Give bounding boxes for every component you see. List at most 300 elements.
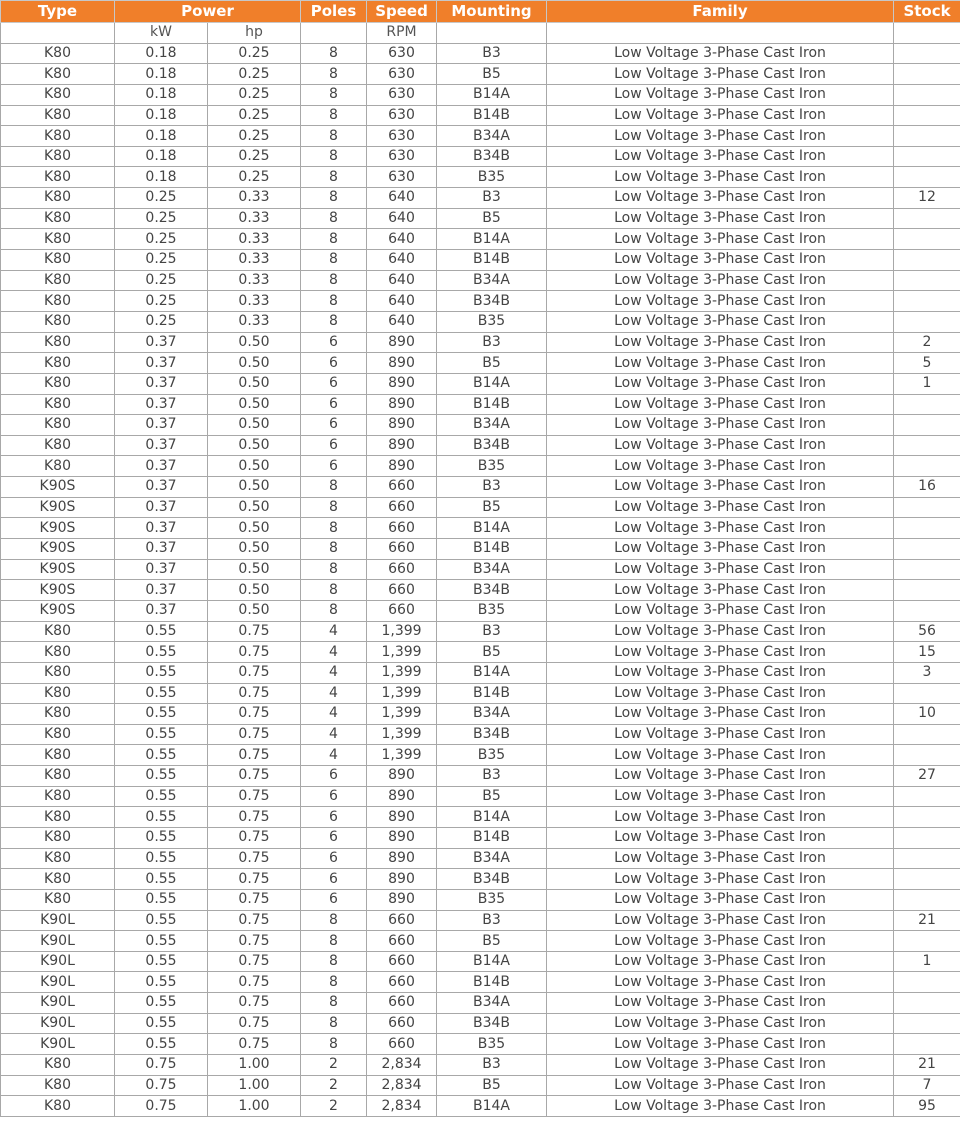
- cell-mounting: B34A: [437, 559, 547, 580]
- cell-speed: 660: [367, 910, 437, 931]
- cell-family: Low Voltage 3-Phase Cast Iron: [547, 889, 894, 910]
- cell-stock: 21: [894, 1055, 960, 1076]
- table-row: [1, 518, 960, 539]
- cell-power-hp: 0.33: [208, 208, 301, 229]
- cell-speed: 2,834: [367, 1055, 437, 1076]
- cell-family: Low Voltage 3-Phase Cast Iron: [547, 250, 894, 271]
- cell-poles: 8: [301, 497, 367, 518]
- cell-speed: 660: [367, 972, 437, 993]
- cell-speed: 1,399: [367, 724, 437, 745]
- cell-mounting: B5: [437, 208, 547, 229]
- cell-speed: 1,399: [367, 683, 437, 704]
- cell-power-hp: 1.00: [208, 1096, 301, 1117]
- cell-mounting: B34A: [437, 270, 547, 291]
- cell-mounting: B35: [437, 1034, 547, 1055]
- unit-cell: [437, 23, 547, 44]
- cell-power-kw: 0.55: [115, 869, 208, 890]
- cell-type: K90L: [1, 931, 115, 952]
- cell-speed: 630: [367, 43, 437, 64]
- table-row: [1, 621, 960, 642]
- table-row: [1, 415, 960, 436]
- cell-poles: 8: [301, 600, 367, 621]
- cell-poles: 8: [301, 64, 367, 85]
- cell-type: K90S: [1, 580, 115, 601]
- cell-power-kw: 0.37: [115, 415, 208, 436]
- cell-speed: 1,399: [367, 704, 437, 725]
- cell-family: Low Voltage 3-Phase Cast Iron: [547, 291, 894, 312]
- cell-power-hp: 0.50: [208, 477, 301, 498]
- cell-stock: 12: [894, 188, 960, 209]
- cell-family: Low Voltage 3-Phase Cast Iron: [547, 724, 894, 745]
- cell-stock: [894, 724, 960, 745]
- cell-power-kw: 0.55: [115, 621, 208, 642]
- cell-mounting: B3: [437, 766, 547, 787]
- cell-power-hp: 0.75: [208, 869, 301, 890]
- cell-poles: 4: [301, 662, 367, 683]
- cell-poles: 4: [301, 724, 367, 745]
- cell-mounting: B14B: [437, 683, 547, 704]
- cell-poles: 6: [301, 786, 367, 807]
- cell-type: K80: [1, 766, 115, 787]
- cell-power-hp: 0.50: [208, 435, 301, 456]
- cell-stock: 2: [894, 332, 960, 353]
- cell-speed: 890: [367, 456, 437, 477]
- cell-type: K90S: [1, 539, 115, 560]
- cell-type: K80: [1, 662, 115, 683]
- cell-power-hp: 0.75: [208, 745, 301, 766]
- cell-power-kw: 0.55: [115, 827, 208, 848]
- table-row: [1, 580, 960, 601]
- cell-mounting: B3: [437, 477, 547, 498]
- cell-speed: 890: [367, 353, 437, 374]
- table-row: [1, 931, 960, 952]
- cell-mounting: B35: [437, 456, 547, 477]
- cell-stock: 16: [894, 477, 960, 498]
- cell-mounting: B14B: [437, 105, 547, 126]
- cell-family: Low Voltage 3-Phase Cast Iron: [547, 993, 894, 1014]
- cell-power-kw: 0.25: [115, 291, 208, 312]
- cell-speed: 1,399: [367, 642, 437, 663]
- cell-stock: [894, 84, 960, 105]
- cell-poles: 6: [301, 435, 367, 456]
- cell-stock: [894, 869, 960, 890]
- cell-family: Low Voltage 3-Phase Cast Iron: [547, 311, 894, 332]
- table-row: [1, 972, 960, 993]
- cell-power-kw: 0.75: [115, 1096, 208, 1117]
- cell-power-kw: 0.37: [115, 580, 208, 601]
- cell-speed: 890: [367, 889, 437, 910]
- cell-power-kw: 0.55: [115, 931, 208, 952]
- cell-type: K80: [1, 807, 115, 828]
- cell-power-hp: 0.75: [208, 766, 301, 787]
- cell-mounting: B34B: [437, 291, 547, 312]
- cell-poles: 6: [301, 332, 367, 353]
- cell-stock: [894, 972, 960, 993]
- cell-type: K80: [1, 869, 115, 890]
- cell-poles: 6: [301, 848, 367, 869]
- table-row: [1, 291, 960, 312]
- cell-mounting: B14A: [437, 1096, 547, 1117]
- cell-power-kw: 0.37: [115, 435, 208, 456]
- cell-power-hp: 0.25: [208, 146, 301, 167]
- cell-family: Low Voltage 3-Phase Cast Iron: [547, 373, 894, 394]
- cell-power-hp: 0.75: [208, 807, 301, 828]
- cell-type: K90S: [1, 559, 115, 580]
- cell-power-kw: 0.55: [115, 1013, 208, 1034]
- cell-speed: 660: [367, 518, 437, 539]
- table-row: [1, 951, 960, 972]
- cell-speed: 630: [367, 105, 437, 126]
- cell-type: K90L: [1, 1034, 115, 1055]
- cell-type: K80: [1, 353, 115, 374]
- cell-power-hp: 0.25: [208, 126, 301, 147]
- cell-stock: [894, 435, 960, 456]
- cell-poles: 8: [301, 311, 367, 332]
- table-row: [1, 662, 960, 683]
- cell-type: K80: [1, 332, 115, 353]
- cell-poles: 4: [301, 745, 367, 766]
- cell-poles: 6: [301, 807, 367, 828]
- cell-stock: [894, 683, 960, 704]
- cell-power-kw: 0.55: [115, 724, 208, 745]
- cell-power-hp: 0.50: [208, 600, 301, 621]
- cell-mounting: B14A: [437, 807, 547, 828]
- unit-kw: kW: [115, 23, 208, 44]
- cell-stock: 5: [894, 353, 960, 374]
- cell-power-hp: 0.50: [208, 415, 301, 436]
- cell-stock: [894, 208, 960, 229]
- table-body: [1, 43, 960, 1116]
- cell-stock: 1: [894, 951, 960, 972]
- cell-type: K80: [1, 105, 115, 126]
- cell-speed: 660: [367, 580, 437, 601]
- column-header-family: Family: [547, 1, 894, 23]
- cell-mounting: B14A: [437, 84, 547, 105]
- cell-stock: 3: [894, 662, 960, 683]
- cell-mounting: B3: [437, 1055, 547, 1076]
- cell-mounting: B5: [437, 1075, 547, 1096]
- cell-stock: 56: [894, 621, 960, 642]
- cell-mounting: B34A: [437, 704, 547, 725]
- cell-family: Low Voltage 3-Phase Cast Iron: [547, 415, 894, 436]
- table-row: [1, 353, 960, 374]
- table-row: [1, 539, 960, 560]
- cell-poles: 6: [301, 869, 367, 890]
- table-row: [1, 642, 960, 663]
- column-header-speed: Speed: [367, 1, 437, 23]
- cell-power-hp: 0.33: [208, 229, 301, 250]
- cell-mounting: B3: [437, 332, 547, 353]
- cell-stock: [894, 456, 960, 477]
- cell-power-hp: 0.50: [208, 353, 301, 374]
- cell-stock: [894, 43, 960, 64]
- cell-power-hp: 0.33: [208, 270, 301, 291]
- cell-power-kw: 0.37: [115, 497, 208, 518]
- column-header-stock: Stock: [894, 1, 960, 23]
- cell-power-hp: 0.75: [208, 662, 301, 683]
- cell-stock: 1: [894, 373, 960, 394]
- cell-speed: 660: [367, 951, 437, 972]
- cell-power-kw: 0.55: [115, 642, 208, 663]
- table-row: [1, 1075, 960, 1096]
- table-row: [1, 848, 960, 869]
- cell-speed: 660: [367, 1034, 437, 1055]
- cell-power-kw: 0.37: [115, 373, 208, 394]
- cell-poles: 4: [301, 683, 367, 704]
- cell-family: Low Voltage 3-Phase Cast Iron: [547, 642, 894, 663]
- cell-poles: 8: [301, 931, 367, 952]
- cell-stock: [894, 146, 960, 167]
- cell-type: K80: [1, 683, 115, 704]
- cell-stock: 15: [894, 642, 960, 663]
- table-row: [1, 1096, 960, 1117]
- cell-family: Low Voltage 3-Phase Cast Iron: [547, 539, 894, 560]
- cell-family: Low Voltage 3-Phase Cast Iron: [547, 869, 894, 890]
- cell-power-hp: 0.50: [208, 456, 301, 477]
- cell-poles: 8: [301, 105, 367, 126]
- cell-stock: [894, 415, 960, 436]
- cell-family: Low Voltage 3-Phase Cast Iron: [547, 848, 894, 869]
- cell-power-kw: 0.55: [115, 951, 208, 972]
- cell-type: K80: [1, 827, 115, 848]
- cell-power-hp: 0.50: [208, 497, 301, 518]
- cell-poles: 8: [301, 250, 367, 271]
- cell-stock: [894, 786, 960, 807]
- cell-power-kw: 0.55: [115, 848, 208, 869]
- cell-stock: [894, 600, 960, 621]
- cell-mounting: B34A: [437, 993, 547, 1014]
- cell-speed: 640: [367, 208, 437, 229]
- cell-family: Low Voltage 3-Phase Cast Iron: [547, 1034, 894, 1055]
- cell-family: Low Voltage 3-Phase Cast Iron: [547, 84, 894, 105]
- cell-stock: [894, 993, 960, 1014]
- cell-mounting: B14A: [437, 518, 547, 539]
- cell-power-hp: 0.75: [208, 1034, 301, 1055]
- cell-power-kw: 0.37: [115, 518, 208, 539]
- cell-power-hp: 0.25: [208, 167, 301, 188]
- cell-family: Low Voltage 3-Phase Cast Iron: [547, 786, 894, 807]
- cell-speed: 2,834: [367, 1075, 437, 1096]
- cell-family: Low Voltage 3-Phase Cast Iron: [547, 683, 894, 704]
- cell-family: Low Voltage 3-Phase Cast Iron: [547, 766, 894, 787]
- cell-speed: 660: [367, 993, 437, 1014]
- cell-mounting: B34A: [437, 415, 547, 436]
- table-row: [1, 1034, 960, 1055]
- cell-type: K80: [1, 167, 115, 188]
- cell-speed: 2,834: [367, 1096, 437, 1117]
- cell-poles: 8: [301, 951, 367, 972]
- table-row: [1, 208, 960, 229]
- cell-mounting: B34B: [437, 146, 547, 167]
- cell-power-kw: 0.18: [115, 126, 208, 147]
- cell-stock: 95: [894, 1096, 960, 1117]
- cell-poles: 2: [301, 1096, 367, 1117]
- cell-poles: 6: [301, 394, 367, 415]
- cell-stock: 21: [894, 910, 960, 931]
- cell-type: K90S: [1, 600, 115, 621]
- cell-family: Low Voltage 3-Phase Cast Iron: [547, 64, 894, 85]
- cell-speed: 660: [367, 477, 437, 498]
- cell-type: K80: [1, 373, 115, 394]
- table-row: [1, 889, 960, 910]
- cell-type: K80: [1, 1055, 115, 1076]
- cell-poles: 8: [301, 910, 367, 931]
- cell-power-hp: 0.75: [208, 848, 301, 869]
- cell-power-hp: 0.50: [208, 559, 301, 580]
- cell-stock: [894, 105, 960, 126]
- unit-rpm: RPM: [367, 23, 437, 44]
- cell-power-kw: 0.37: [115, 477, 208, 498]
- cell-power-kw: 0.18: [115, 43, 208, 64]
- cell-power-kw: 0.55: [115, 993, 208, 1014]
- cell-type: K90L: [1, 951, 115, 972]
- cell-power-hp: 0.25: [208, 84, 301, 105]
- cell-mounting: B3: [437, 43, 547, 64]
- cell-type: K80: [1, 270, 115, 291]
- table-row: [1, 43, 960, 64]
- cell-power-hp: 0.33: [208, 311, 301, 332]
- cell-stock: [894, 126, 960, 147]
- cell-type: K80: [1, 848, 115, 869]
- cell-power-hp: 0.75: [208, 1013, 301, 1034]
- cell-family: Low Voltage 3-Phase Cast Iron: [547, 229, 894, 250]
- cell-family: Low Voltage 3-Phase Cast Iron: [547, 1055, 894, 1076]
- cell-poles: 8: [301, 188, 367, 209]
- cell-power-kw: 0.55: [115, 662, 208, 683]
- cell-poles: 8: [301, 229, 367, 250]
- table-row: [1, 745, 960, 766]
- cell-speed: 890: [367, 786, 437, 807]
- cell-stock: [894, 518, 960, 539]
- table-row: [1, 435, 960, 456]
- cell-family: Low Voltage 3-Phase Cast Iron: [547, 353, 894, 374]
- table-row: [1, 84, 960, 105]
- cell-mounting: B5: [437, 931, 547, 952]
- cell-poles: 8: [301, 126, 367, 147]
- cell-power-hp: 0.75: [208, 704, 301, 725]
- cell-power-kw: 0.37: [115, 456, 208, 477]
- cell-mounting: B3: [437, 910, 547, 931]
- cell-mounting: B35: [437, 167, 547, 188]
- table-row: [1, 1055, 960, 1076]
- table-row: [1, 559, 960, 580]
- cell-type: K80: [1, 311, 115, 332]
- cell-type: K80: [1, 889, 115, 910]
- table-row: [1, 827, 960, 848]
- table-row: [1, 250, 960, 271]
- cell-family: Low Voltage 3-Phase Cast Iron: [547, 435, 894, 456]
- cell-family: Low Voltage 3-Phase Cast Iron: [547, 951, 894, 972]
- cell-type: K80: [1, 64, 115, 85]
- cell-stock: [894, 1034, 960, 1055]
- cell-mounting: B35: [437, 311, 547, 332]
- cell-stock: [894, 807, 960, 828]
- cell-poles: 2: [301, 1075, 367, 1096]
- cell-speed: 660: [367, 559, 437, 580]
- table-row: [1, 477, 960, 498]
- cell-family: Low Voltage 3-Phase Cast Iron: [547, 332, 894, 353]
- cell-family: Low Voltage 3-Phase Cast Iron: [547, 910, 894, 931]
- cell-poles: 8: [301, 270, 367, 291]
- cell-power-kw: 0.75: [115, 1055, 208, 1076]
- cell-power-hp: 0.33: [208, 188, 301, 209]
- cell-family: Low Voltage 3-Phase Cast Iron: [547, 827, 894, 848]
- cell-mounting: B34B: [437, 580, 547, 601]
- cell-poles: 6: [301, 373, 367, 394]
- cell-poles: 6: [301, 766, 367, 787]
- cell-stock: [894, 270, 960, 291]
- cell-poles: 2: [301, 1055, 367, 1076]
- cell-mounting: B35: [437, 745, 547, 766]
- cell-mounting: B5: [437, 64, 547, 85]
- table-row: [1, 105, 960, 126]
- cell-type: K80: [1, 126, 115, 147]
- cell-stock: [894, 931, 960, 952]
- table-row: [1, 146, 960, 167]
- table-row: [1, 766, 960, 787]
- cell-type: K80: [1, 621, 115, 642]
- cell-poles: 4: [301, 642, 367, 663]
- cell-mounting: B14B: [437, 972, 547, 993]
- cell-speed: 890: [367, 435, 437, 456]
- table-row: [1, 1013, 960, 1034]
- unit-hp: hp: [208, 23, 301, 44]
- table-row: [1, 497, 960, 518]
- cell-power-kw: 0.25: [115, 270, 208, 291]
- table-row: [1, 993, 960, 1014]
- table-row: [1, 229, 960, 250]
- cell-mounting: B5: [437, 497, 547, 518]
- table-row: [1, 724, 960, 745]
- cell-power-kw: 0.55: [115, 1034, 208, 1055]
- cell-speed: 630: [367, 167, 437, 188]
- cell-power-kw: 0.18: [115, 167, 208, 188]
- column-header-mounting: Mounting: [437, 1, 547, 23]
- cell-poles: 8: [301, 291, 367, 312]
- cell-stock: [894, 1013, 960, 1034]
- cell-poles: 6: [301, 353, 367, 374]
- cell-power-hp: 0.75: [208, 724, 301, 745]
- column-header-type: Type: [1, 1, 115, 23]
- cell-power-kw: 0.55: [115, 766, 208, 787]
- cell-type: K90L: [1, 1013, 115, 1034]
- cell-mounting: B14B: [437, 827, 547, 848]
- table-row: [1, 270, 960, 291]
- cell-stock: [894, 250, 960, 271]
- cell-stock: [894, 889, 960, 910]
- cell-power-kw: 0.18: [115, 64, 208, 85]
- cell-stock: [894, 745, 960, 766]
- cell-type: K80: [1, 84, 115, 105]
- cell-speed: 660: [367, 497, 437, 518]
- cell-family: Low Voltage 3-Phase Cast Iron: [547, 621, 894, 642]
- cell-poles: 4: [301, 621, 367, 642]
- cell-power-hp: 1.00: [208, 1075, 301, 1096]
- cell-speed: 660: [367, 600, 437, 621]
- cell-mounting: B5: [437, 786, 547, 807]
- cell-mounting: B34B: [437, 1013, 547, 1034]
- table-row: [1, 188, 960, 209]
- cell-power-hp: 0.50: [208, 332, 301, 353]
- cell-family: Low Voltage 3-Phase Cast Iron: [547, 662, 894, 683]
- cell-power-hp: 0.75: [208, 642, 301, 663]
- unit-cell: [547, 23, 894, 44]
- cell-family: Low Voltage 3-Phase Cast Iron: [547, 188, 894, 209]
- column-header-poles: Poles: [301, 1, 367, 23]
- cell-type: K80: [1, 1075, 115, 1096]
- cell-poles: 8: [301, 477, 367, 498]
- cell-power-kw: 0.55: [115, 683, 208, 704]
